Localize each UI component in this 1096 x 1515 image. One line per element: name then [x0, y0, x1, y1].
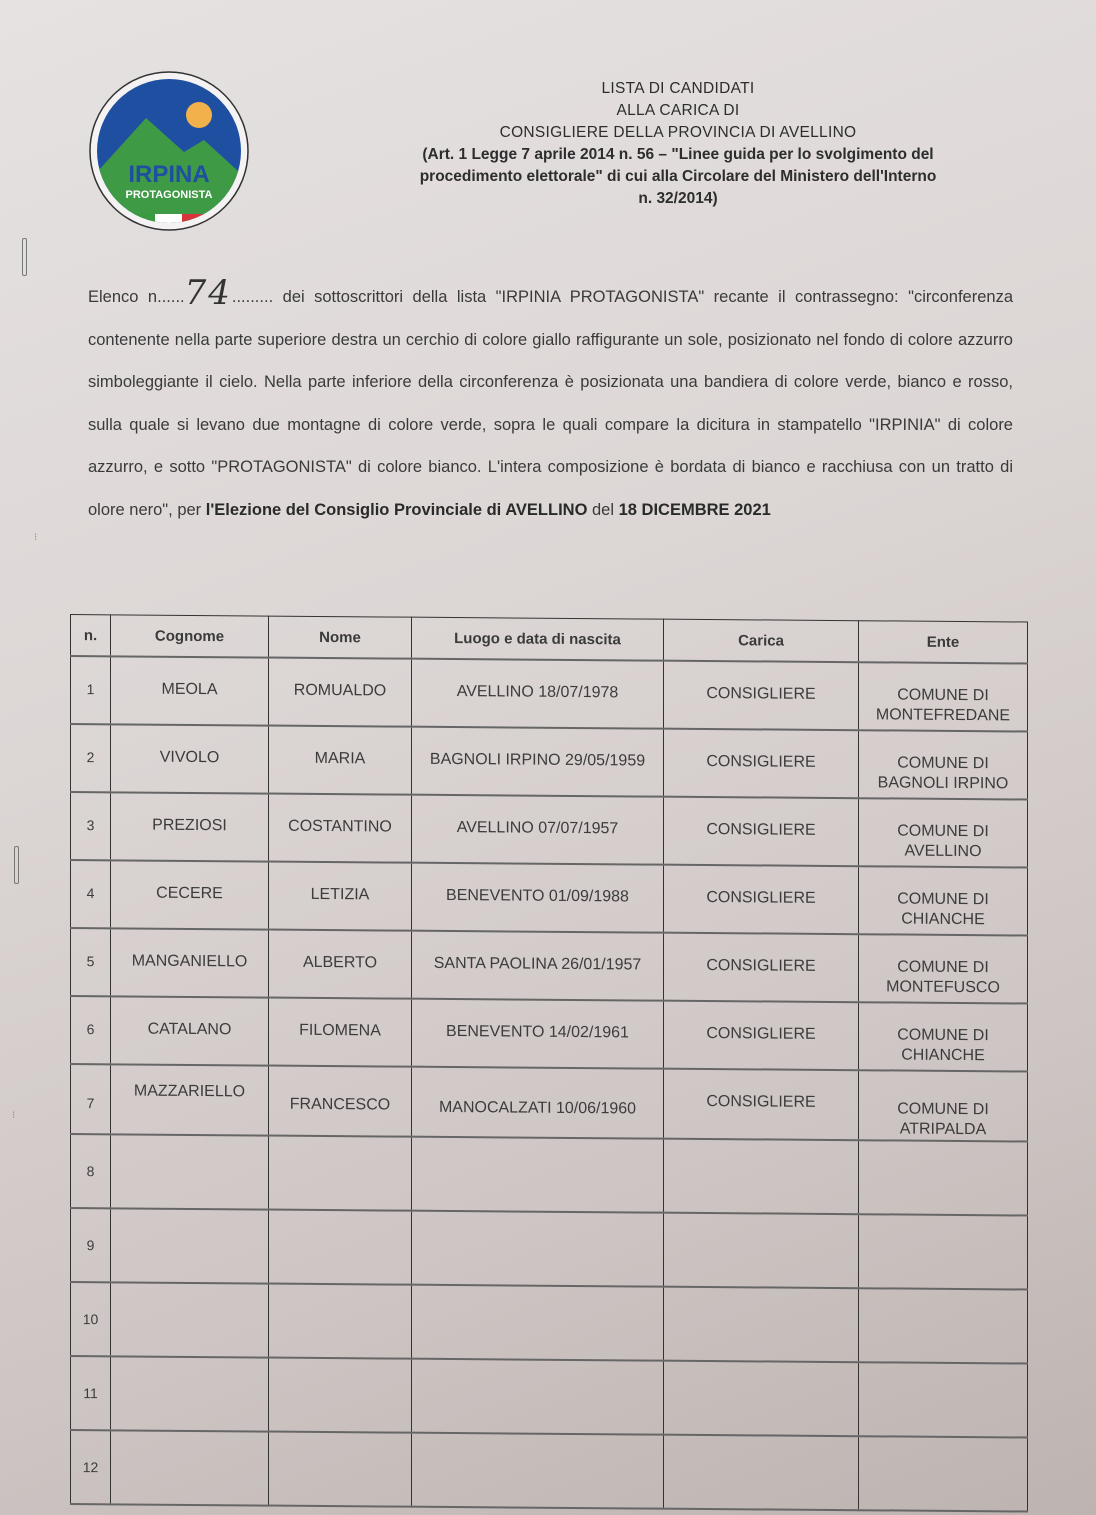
cell-luogo: AVELLINO 07/07/1957: [412, 795, 664, 865]
cell-carica: CONSIGLIERE: [664, 933, 859, 1003]
ente-line-1: COMUNE DI: [897, 958, 989, 977]
cell-luogo: [412, 1433, 664, 1509]
cell-cognome: MANGANIELLO: [111, 928, 269, 997]
cell-carica: [664, 1213, 859, 1289]
cell-luogo: BENEVENTO 01/09/1988: [412, 863, 664, 933]
cell-ente: [859, 1140, 1028, 1215]
cell-ente: [859, 730, 1028, 799]
cell-ente: [859, 1288, 1028, 1363]
header-line-1: LISTA DI CANDIDATI: [601, 80, 755, 97]
cell-luogo: MANOCALZATI 10/06/1960: [412, 1067, 664, 1139]
cell-n: 9: [71, 1208, 111, 1282]
binder-hole-mark: [14, 846, 19, 884]
cell-ente: [859, 798, 1028, 867]
logo-text-protagonista: PROTAGONISTA: [125, 189, 213, 201]
cell-luogo: AVELLINO 18/07/1978: [412, 659, 664, 729]
ente-line-1: COMUNE DI: [897, 754, 989, 773]
candidates-table: [70, 614, 1028, 1513]
cell-carica: CONSIGLIERE: [664, 865, 859, 935]
table-row-empty: [71, 1208, 1028, 1290]
header-carica: Carica: [664, 619, 859, 662]
cell-nome: FRANCESCO: [269, 1066, 412, 1137]
cell-ente: [859, 1214, 1028, 1289]
cell-nome: [269, 1432, 412, 1507]
header-line-5: procedimento elettorale" di cui alla Circolare del Ministero dell'Interno: [419, 168, 937, 185]
table-row-empty: [71, 1356, 1028, 1438]
table-row: [71, 724, 1028, 800]
cell-n: 6: [71, 996, 111, 1064]
cell-carica: [664, 1287, 859, 1363]
cell-carica: CONSIGLIERE: [664, 1001, 859, 1071]
cell-ente: [859, 866, 1028, 935]
cell-n: 1: [71, 656, 111, 724]
cell-ente: [859, 1070, 1028, 1141]
cell-n: 4: [71, 860, 111, 928]
cell-carica: CONSIGLIERE: [664, 797, 859, 867]
cell-luogo: [412, 1285, 664, 1361]
cell-carica: CONSIGLIERE: [664, 661, 859, 731]
cell-n: 2: [71, 724, 111, 792]
cell-cognome: [111, 1430, 269, 1505]
cell-n: 12: [71, 1430, 111, 1504]
binder-hole-mark: [22, 238, 27, 276]
header-n: n.: [71, 615, 111, 657]
header-luogo: Luogo e data di nascita: [412, 617, 664, 660]
ente-line-2: MONTEFREDANE: [875, 706, 1011, 725]
margin-tick: ⁝: [12, 1110, 16, 1121]
cell-nome: [269, 1358, 412, 1433]
cell-carica: [664, 1435, 859, 1511]
cell-luogo: BAGNOLI IRPINO 29/05/1959: [412, 727, 664, 797]
ente-line-1: COMUNE DI: [897, 1026, 989, 1045]
party-logo: [88, 70, 250, 232]
table-row: [71, 792, 1028, 868]
table-row-empty: [71, 1134, 1028, 1216]
cell-carica: CONSIGLIERE: [664, 729, 859, 799]
cell-carica: [664, 1361, 859, 1437]
ente-line-2: CHIANCHE: [901, 1046, 985, 1065]
ente-line-2: AVELLINO: [904, 842, 982, 861]
dots-before: ......: [157, 288, 185, 306]
header-line-6: n. 32/2014): [638, 190, 718, 207]
cell-cognome: [111, 1134, 269, 1209]
cell-nome: [269, 1136, 412, 1211]
header-cognome: Cognome: [111, 615, 269, 658]
cell-luogo: [412, 1137, 664, 1213]
header-line-4: (Art. 1 Legge 7 aprile 2014 n. 56 – "Linee guida per lo svolgimento del: [422, 146, 934, 163]
cell-carica: [664, 1139, 859, 1215]
handwritten-list-number: 74: [184, 273, 232, 313]
cell-nome: ROMUALDO: [269, 658, 412, 727]
table-row: [71, 1064, 1028, 1142]
header-nome: Nome: [269, 616, 412, 659]
ente-line-1: COMUNE DI: [897, 890, 989, 909]
cell-nome: FILOMENA: [269, 998, 412, 1067]
table-row: [71, 656, 1028, 732]
cell-cognome: PREZIOSI: [111, 792, 269, 861]
cell-cognome: MEOLA: [111, 656, 269, 725]
cell-cognome: [111, 1208, 269, 1283]
paragraph-connector: del: [587, 500, 619, 519]
cell-nome: LETIZIA: [269, 862, 412, 931]
cell-ente: [859, 662, 1028, 731]
cell-luogo: BENEVENTO 14/02/1961: [412, 999, 664, 1069]
irpinia-protagonista-emblem: [88, 70, 250, 232]
cell-ente: [859, 934, 1028, 1003]
elenco-label: Elenco n: [88, 288, 158, 306]
cell-luogo: [412, 1359, 664, 1435]
sun-icon: [186, 102, 212, 128]
ente-line-1: COMUNE DI: [897, 822, 989, 841]
document-header: [368, 78, 988, 210]
table-row-empty: [71, 1430, 1028, 1512]
cell-carica: CONSIGLIERE: [664, 1069, 859, 1141]
header-ente: Ente: [859, 621, 1028, 664]
cell-cognome: VIVOLO: [111, 724, 269, 793]
margin-tick: ⁝: [34, 532, 38, 543]
cell-nome: [269, 1210, 412, 1285]
ente-line-1: COMUNE DI: [897, 686, 989, 705]
ente-line-1: COMUNE DI: [897, 1100, 989, 1119]
dots-after: .........: [231, 288, 274, 306]
cell-luogo: [412, 1211, 664, 1287]
election-name: l'Elezione del Consiglio Provinciale di AVELLINO: [205, 500, 588, 519]
table-row-empty: [71, 1282, 1028, 1364]
ente-line-2: CHIANCHE: [901, 910, 985, 929]
cell-n: 11: [71, 1356, 111, 1430]
header-line-3: CONSIGLIERE DELLA PROVINCIA DI AVELLINO: [499, 124, 857, 141]
table-row: [71, 928, 1028, 1004]
cell-cognome: CATALANO: [111, 996, 269, 1065]
cell-ente: [859, 1002, 1028, 1071]
cell-cognome: [111, 1282, 269, 1357]
cell-luogo: SANTA PAOLINA 26/01/1957: [412, 931, 664, 1001]
cell-ente: [859, 1362, 1028, 1437]
cell-n: 7: [71, 1064, 111, 1134]
table-row: [71, 996, 1028, 1072]
paragraph-body: dei sottoscrittori della lista "IRPINIA PROTAGONISTA" recante il contrassegno: "circonferenza contenente nella parte superiore destra un cerchio di colore giallo raffigurante un sole, posizionato nel fondo di colore azzurro simboleggiante il cielo. Nella parte inferiore della circonferenza è posizionata una bandiera di colore verde, bianco e rosso, sulla quale si levano due montagne di colore verde, sopra le quali compare la dicitura in stampatello "IRPINIA" di colore azzurro, e sotto "PROTAGONISTA" di colore bianco. L'intera composizione è bordata di bianco e racchiusa con un tratto di olore nero", per: [88, 288, 1014, 519]
cell-n: 10: [71, 1282, 111, 1356]
ente-line-2: BAGNOLI IRPINO: [877, 774, 1009, 793]
cell-nome: MARIA: [269, 726, 412, 795]
cell-n: 8: [71, 1134, 111, 1208]
election-date: 18 DICEMBRE 2021: [618, 500, 771, 519]
cell-cognome: MAZZARIELLO: [111, 1064, 269, 1135]
ente-line-2: ATRIPALDA: [899, 1120, 987, 1139]
cell-cognome: CECERE: [111, 860, 269, 929]
logo-text-irpinia: IRPINA: [128, 161, 210, 188]
declaration-paragraph: [88, 273, 1014, 531]
cell-nome: ALBERTO: [269, 930, 412, 999]
cell-cognome: [111, 1356, 269, 1431]
cell-ente: [859, 1436, 1028, 1511]
cell-n: 3: [71, 792, 111, 860]
ente-line-2: MONTEFUSCO: [886, 978, 1000, 997]
cell-nome: COSTANTINO: [269, 794, 412, 863]
header-line-2: ALLA CARICA DI: [616, 102, 740, 119]
cell-nome: [269, 1284, 412, 1359]
cell-n: 5: [71, 928, 111, 996]
table-row: [71, 860, 1028, 936]
